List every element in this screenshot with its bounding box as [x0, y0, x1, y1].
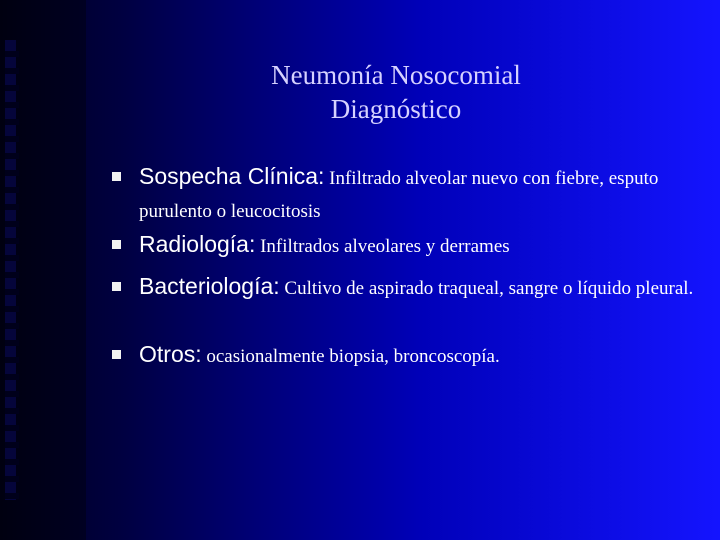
bullet-detail: ocasionalmente biopsia, broncoscopía.	[201, 346, 500, 367]
square-bullet-icon	[112, 240, 121, 249]
bullet-detail: Infiltrado alveolar nuevo con fiebre, esputo purulento o leucocitosis	[139, 168, 659, 222]
square-bullet-icon	[112, 282, 121, 291]
bullet-term: Radiología:	[139, 231, 256, 257]
square-bullet-icon	[112, 350, 121, 359]
bullet-term: Sospecha Clínica:	[139, 163, 325, 189]
bullet-term: Bacteriología:	[139, 273, 280, 299]
bullet-text	[139, 338, 709, 373]
bullet-term: Otros:	[139, 341, 202, 367]
bullet-text	[139, 228, 709, 263]
title-line-1: Neumonía Nosocomial	[271, 60, 521, 90]
decorative-square-column	[5, 40, 19, 500]
bullet-detail: Infiltrados alveolares y derrames	[255, 236, 510, 257]
bullet-text	[139, 270, 709, 305]
bullet-detail: Cultivo de aspirado traqueal, sangre o líquido pleural.	[279, 278, 694, 299]
left-decorative-band	[0, 0, 86, 540]
bullet-text	[139, 160, 709, 228]
title-line-2: Diagnóstico	[330, 94, 462, 124]
slide-title	[86, 58, 706, 126]
square-bullet-icon	[112, 172, 121, 181]
